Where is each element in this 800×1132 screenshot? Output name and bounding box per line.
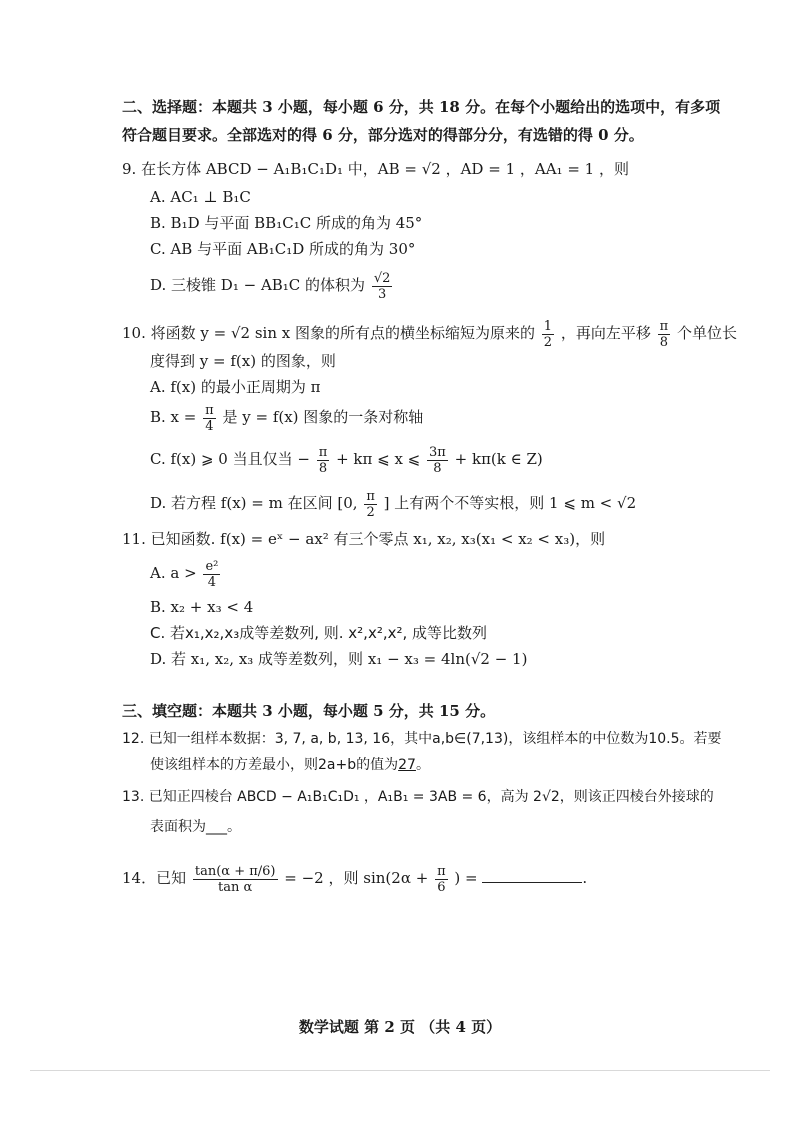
q10-option-a: A. f(x) 的最小正周期为 π	[150, 378, 321, 396]
q10-option-c-b: + kπ ⩽ x ⩽	[336, 450, 421, 468]
q10-option-b-suffix: 是 y = f(x) 图象的一条对称轴	[222, 408, 424, 426]
q14-suffix: ) =	[454, 869, 478, 887]
q9-stem: 9. 在长方体 ABCD − A₁B₁C₁D₁ 中，AB = √2 ，AD = 1 ，AA₁ = 1 ，则	[122, 160, 629, 178]
q13-blank: ___	[206, 819, 227, 835]
q13-line2-prefix: 表面积为	[150, 819, 206, 835]
q10-option-d-a: D. 若方程 f(x) = m 在区间 [0,	[150, 494, 358, 512]
q12-answer: 27	[398, 757, 416, 773]
q10-option-c-a: C. f(x) ⩾ 0 当且仅当 −	[150, 450, 310, 468]
fraction-denominator: 2	[366, 504, 375, 520]
q12-line2	[150, 754, 430, 776]
q14-main-fraction	[193, 864, 278, 895]
q10-stem-line1	[122, 316, 737, 350]
q10-option-d-b: ] 上有两个不等实根，则 1 ⩽ m < √2	[383, 494, 637, 512]
q10-option-c-fraction1	[317, 445, 330, 476]
q10-option-b-prefix: B. x =	[150, 408, 197, 426]
q14-pi6-fraction	[435, 864, 448, 895]
fraction-denominator: 8	[659, 334, 669, 350]
q11-option-d: D. 若 x₁, x₂, x₃ 成等差数列，则 x₁ − x₃ = 4ln(√2 − 1)	[150, 650, 528, 668]
q10-option-b	[150, 400, 423, 434]
fraction-denominator: 6	[437, 879, 446, 895]
section3-header: 三、填空题：本题共 3 小题，每小题 5 分，共 15 分。	[122, 702, 496, 720]
q9-option-b: B. B₁D 与平面 BB₁C₁C 所成的角为 45°	[150, 214, 423, 232]
fraction-denominator: 8	[433, 460, 442, 476]
q10-option-d-fraction	[364, 489, 377, 520]
section2-header-line1: 二、选择题：本题共 3 小题，每小题 6 分，共 18 分。在每个小题给出的选项中，有多项	[122, 98, 721, 116]
q12-line2-prefix: 使该组样本的方差最小，则2a+b的值为	[150, 757, 399, 773]
q9-option-c: C. AB 与平面 AB₁C₁D 所成的角为 30°	[150, 240, 416, 258]
page-footer: 数学试题 第 2 页 （共 4 页）	[298, 1018, 502, 1036]
q14-end: .	[582, 869, 588, 887]
q10-stem-c: 个单位长	[676, 324, 737, 342]
fraction-denominator: 3	[377, 286, 387, 302]
q9-option-d-fraction	[372, 271, 393, 302]
q9-option-d	[150, 268, 394, 302]
q10-option-d	[150, 486, 636, 520]
q10-option-c-c: + kπ(k ∈ Z)	[454, 450, 543, 468]
q14-answer-blank[interactable]	[482, 882, 582, 883]
fraction-numerator: π	[659, 318, 669, 334]
q10-option-c-fraction2	[427, 445, 448, 476]
fraction-denominator: 4	[207, 574, 217, 590]
q14-line	[122, 858, 587, 898]
fraction-numerator: √2	[373, 270, 391, 286]
fraction-numerator: tan(α + π/6)	[194, 863, 276, 879]
q14-mid: = −2 ，则 sin(2α +	[284, 869, 429, 887]
fraction-numerator: π	[318, 444, 328, 460]
q10-option-b-fraction	[203, 403, 216, 434]
fraction-denominator: tan α	[218, 879, 253, 895]
q10-pi8-fraction	[658, 319, 671, 350]
q13-line2-suffix: 。	[227, 819, 241, 835]
fraction-numerator: π	[205, 402, 214, 418]
q12-line1: 12. 已知一组样本数据：3, 7, a, b, 13, 16，其中a,b∈(7,13)，该组样本的中位数为10.5。若要	[122, 731, 722, 747]
q10-stem-a: 10. 将函数 y = √2 sin x 图象的所有点的横坐标缩短为原来的	[122, 324, 535, 342]
q11-option-b: B. x₂ + x₃ < 4	[150, 598, 254, 616]
q13-line1: 13. 已知正四棱台 ABCD − A₁B₁C₁D₁ ，A₁B₁ = 3AB = 6，高为 2√2，则该正四棱台外接球的	[122, 789, 714, 805]
fraction-numerator: e²	[205, 558, 219, 574]
q10-half-fraction	[542, 319, 554, 350]
q14-prefix: 14．已知	[122, 869, 187, 887]
fraction-denominator: 8	[318, 460, 328, 476]
section2-header-line2: 符合题目要求。全部选对的得 6 分，部分选对的得部分分，有选错的得 0 分。	[122, 126, 644, 144]
q12-line2-suffix: 。	[415, 757, 430, 773]
q10-stem-b: ，再向左平移	[560, 324, 651, 342]
fraction-numerator: 1	[543, 318, 553, 334]
fraction-numerator: 3π	[429, 444, 446, 460]
fraction-numerator: π	[366, 488, 375, 504]
q10-option-c	[150, 442, 543, 476]
q9-option-a: A. AC₁ ⊥ B₁C	[150, 188, 251, 206]
q11-option-c: C. 若x₁,x₂,x₃成等差数列, 则. x²,x²,x², 成等比数列	[150, 624, 488, 642]
fraction-denominator: 2	[543, 334, 553, 350]
fraction-numerator: π	[437, 863, 446, 879]
q11-option-a-prefix: A. a >	[150, 564, 197, 582]
q10-stem-line2: 度得到 y = f(x) 的图象，则	[150, 352, 336, 370]
q13-line2	[150, 816, 241, 838]
q11-option-a-fraction	[203, 559, 220, 590]
q9-option-d-text: D. 三棱锥 D₁ − AB₁C 的体积为	[150, 276, 366, 294]
q11-option-a	[150, 556, 222, 590]
q11-stem: 11. 已知函数. f(x) = eˣ − ax² 有三个零点 x₁, x₂, x₃(x₁ < x₂ < x₃)，则	[122, 530, 606, 548]
fraction-denominator: 4	[205, 418, 214, 434]
bottom-divider	[30, 1070, 770, 1071]
